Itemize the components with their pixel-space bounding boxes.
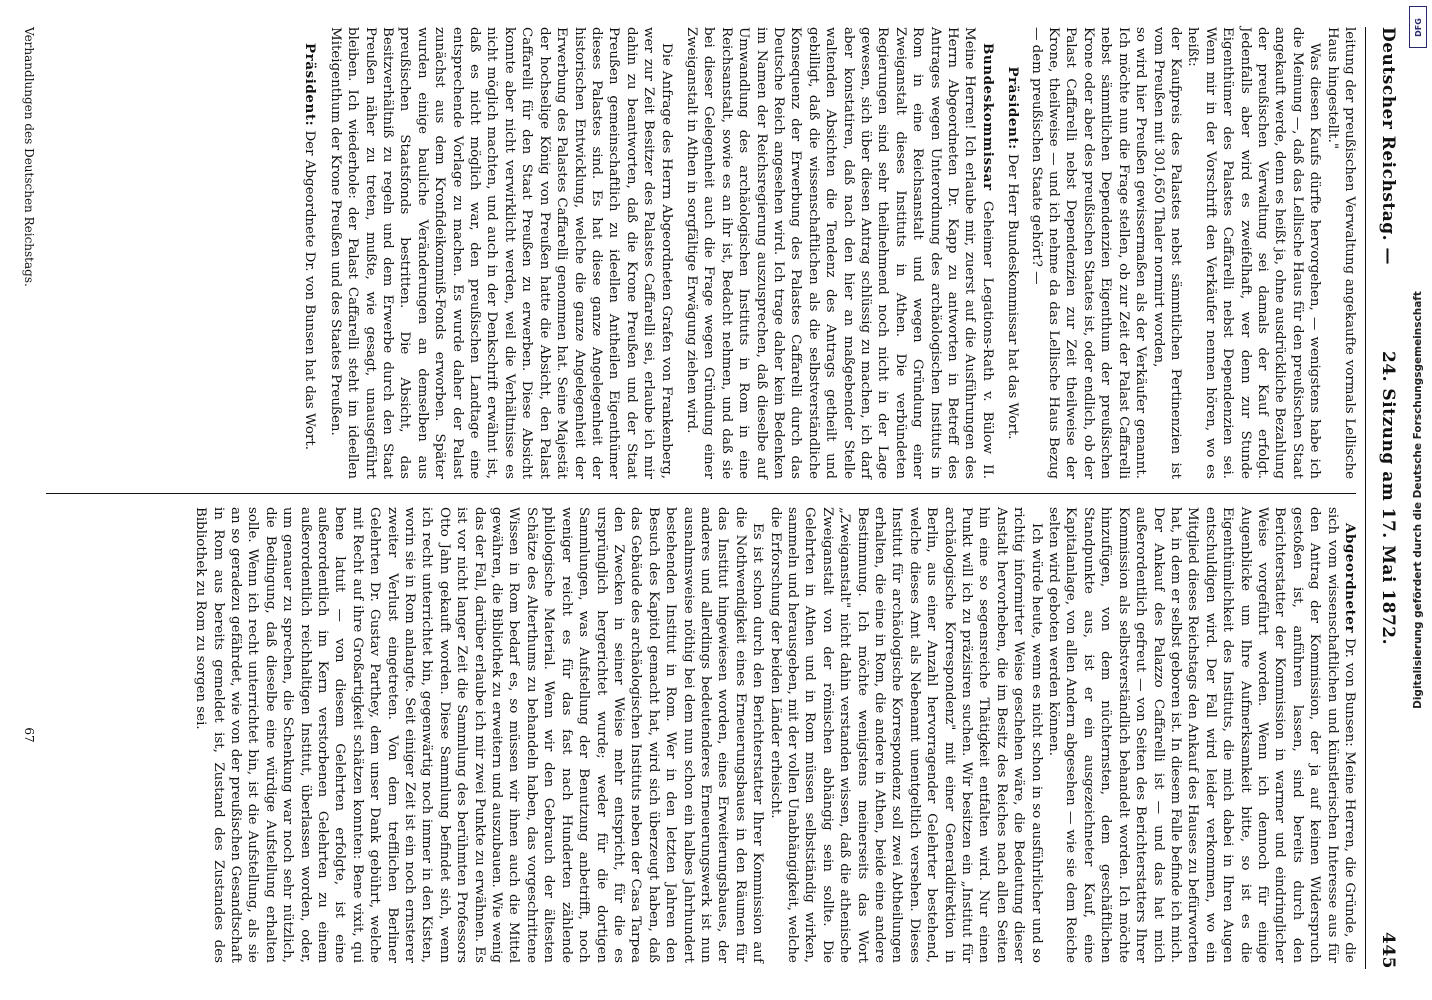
header-left: Deutscher Reichstag. — [1378, 27, 1398, 266]
paragraph: Abgeordneter Dr. von Bunsen: Meine Herren, die Gründe, die sich vom wissenschaftlichen und künstlerischen Interesse aus für den Antrag der Kommission, der ja auf keinen Widerspruch gestoßen ist, anführen lassen, sind bereits durch den Berichterstatter der Kommission in warmer und eindringlicher Weise vorgeführt worden. Wenn ich dennoch für einige Augenblicke um Ihre Aufmerksamkeit bitte, so ist es die Eigenthümlichkeit des Instituts, die mich dabei in Ihren Augen entschuldigen wird. Der Fall wird leider verkommen, wo ein Mitglied dieses Reichstags den Ankauf des Hauses zu befürworten hat, in dem er selbst geboren ist. In diesem Falle befinde ich mich. Der Ankauf des Palazzo Caffarelli ist — und das hat mich außerordentlich gefreut — von Seiten des Berichterstatters Ihrer Kommission als selbstverständlich behandelt worden. Ich möchte hinzufügen, von dem nüchternsten, dem geschäftlichen Standpunkte aus, ist er ein ausgezeichneter Kauf, eine Kapitalanlage, von allen Andern abgesehen — wie sie dem Reiche selten wird geboten werden können. [1046, 507, 1358, 963]
header-title: 24. Sitzung am 17. Mai 1872. [1378, 350, 1398, 646]
scanned-page [16, 7, 1416, 993]
paragraph: Was diesen Kaufs dürfte hervorgehen, — wenigstens habe ich die Meinung —, daß das Lellische Haus für den preußischen Staat angekauft werde, denn es heißt ja, ohne ausdrückliche Bezahlung der preußischen Verwaltung sei damals der Kauf erfolgt. Jedenfalls aber wird es zweifelhaft, wer denn zur Stunde Eigenthümer des Palastes Caffarelli nebst Dependenzien sei. Wenn mir in der Vorschrift den Verkäufer nennen hören, wo es heißt: [1185, 27, 1323, 479]
speaker-label: Präsident: [302, 43, 319, 127]
column-divider [46, 493, 1356, 494]
paragraph: Bundeskommissar Geheimer Legations-Rath v. Bülow II. Meine Herren! Ich erlaube mir, zuerst auf die Ausführungen des Herrn Abgeordneten Dr. Kapp zu antworten in Betreff des Antrages wegen Unterordnung des archäologischen Instituts in Rom in eine Reichsanstalt und wegen Gründung einer Zweiganstalt dieses Instituts in Athen. Die verbündeten Regierungen sind sehr theilnehmend noch nicht in der Lage gewesen, sich über diesen Antrag schlüssig zu machen, ich darf aber konstatiren, daß nach den hier an maßgebender Stelle waltenden Absichten die Tendenz des Antrags getheilt und gebilligt, daß die wissenschaftlichen als die selbstverständliche Konsequenz der Erwerbung des Palastes Caffarelli durch das Deutsche Reich angesehen wird. Ich trage daher kein Bedenken im Namen der Reichsregierung auszusprechen, daß dieselbe auf Umwandlung des archäologischen Instituts in Rom in eine Reichsanstalt, sowie es an ihr ist, Bedacht nehmen, und daß sie bei dieser Gelegenheit auch die Frage wegen Gründung einer Zweiganstalt in Athen in sorgfältige Erwägung ziehen wird. [683, 27, 996, 479]
left-footer: Verhandlungen des Deutschen Reichstags. [22, 27, 36, 287]
page-number: 445 [1378, 932, 1398, 969]
dfg-sidebar [1404, 0, 1432, 1000]
page-footer-number: 67 [22, 727, 36, 743]
paragraph: Es ist schon durch den Berichterstatter Ihrer Kommission auf die Nothwendigkeit eines Erneuerungsbaues in den Räumen für das Institut hingewiesen worden, eines Erweiterungsbaues, der anderes und allerdings bedeutenderes Erneuerungswerk ist nun ausnahmsweise nöthig bei dem nun schon ein halbes Jahrhundert bestehenden Institut in Rom. Wer in den letzten Jahren den Besuch des Kapitol gemacht hat, wird sich überzeugt haben, daß das Gebäude des archäologischen Instituts neben der Casa Tarpea den Zwecken in seiner Weise mehr entspricht, für die es ursprünglich hergerichtet wurde; weder für die dortigen Sammlungen, was Aufstellung der Benutzung anbetrifft, noch weniger reicht es für das fast nach Hunderten zählende philologische Material. Wenn wir den Gebrauch der ältesten Schätze des Alterthums zu behandeln haben, das vorgeschrittene Wissen in Rom bedarf es, so müssen wir ihnen auch die Mittel gewähren, die Bibliothek zu erweitern und auszubauen. Wie wenig das der Fall, darüber erlaube ich mir zwei Punkte zu erwähnen. Es ist vor nicht langer Zeit die Sammlung des berühmten Professors Otto Jahn gekauft worden. Diese Sammlung befindet sich, wenn ich recht unterrichtet bin, gegenwärtig noch immer in den Kisten, worin sie in Rom anlangte. Seit einiger Zeit ist ein noch ernsterer zweiter Verlust eingetreten. Von dem trefflichen Berliner Gelehrten Dr. Gustav Parthey, dem unser Dank gebührt, welche mit Recht auf ihre Großartigkeit schätzen konnten: Bene vixit, qui bene latuit — von diesem Gelehrten erfolgte, ist eine außerordentlich im Kern verstorbenen Gelehrten zu einem außerordentlich reichhaltigen Institut, überlassen worden, oder, um genauer zu sprechen, die Schenkung war noch sehr nützlich, die Bedingung, daß dieselbe eine würdige Aufstellung erhalten solle. Wenn ich recht unterrichtet bin, ist die Aufstellung, als sie an so geradezu gefährdet, wie von der preußischen Gesandtschaft in Rom aus bereits gemeldet ist, Zustand des Zustandes des Bibliothek zu Rom zu sorgen sei. [193, 507, 766, 963]
speaker-label: Bundeskommissar [979, 43, 996, 191]
speaker-label: Präsident: [1005, 66, 1022, 150]
paragraph: der Kaufpreis des Palastes nebst sämmtlichen Pertinenzien ist vom Preußen mit 301,650 Thaler normirt worden, [1150, 27, 1183, 479]
dfg-logo: DFG [1409, 6, 1427, 48]
paragraph: leitung der preußischen Verwaltung angekaufte vormals Lellische Haus hingestellt." [1324, 27, 1357, 479]
page-header [1368, 27, 1398, 969]
paragraph: Präsident: Der Herr Bundeskommissar hat das Wort. [1005, 66, 1022, 440]
right-column [192, 507, 1358, 963]
paragraph: Ich würde heute, wenn es nicht schon in so ausführlicher und so richtig informirter Weise geschehen wäre, die Bedeutung dieser Anstalt hervorheben, die im Besitz des Reiches nach allen Seiten hin eine so segensreiche Thätigkeit entfalten wird. Nur einen Punkt will ich zu präzisiren suchen. Wir besitzen ein „Institut für archäologische Korrespondenz" mit einer Generaldirektion in Berlin, aus einer Anzahl hervorragender Gelehrter bestehend, welche dieses Amt als Nebenamt unentgeltlich versehen. Dieses Institut für archäologische Korrespondenz soll zwei Abtheilungen erhalten, die eine in Rom, die andere in Athen, beide eine andere Bestimmung. Ich möchte wenigstens meinerseits das Wort „Zweiganstalt" nicht dahin verstanden wissen, daß die athenische Zweiganstalt von der römischen abhängig sein sollte. Die Gelehrten in Athen und in Rom müssen selbstständig wirken, sammeln und herausgeben, mit der vollen Unabhängigkeit, welche die Erforschung der beiden Länder erheischt. [767, 507, 1044, 963]
header-rule [1365, 27, 1366, 969]
speaker-label: Abgeordneter [1342, 523, 1358, 634]
dfg-credit-text: Digitalisierung gefördert durch die Deutsche Forschungsgemeinschaft [1412, 291, 1424, 709]
paragraph: Die Anfrage des Herrn Abgeordneten Grafen von Frankenberg, wer zur Zeit Besitzer des Palastes Caffarelli sei, erlaube ich mir dahin zu beantworten, daß die Krone Preußen und der Staat Preußen gemeinschaftlich zu ideellen Antheilen Eigenthümer dieses Palastes sind. Es hat diese ganze Angelegenheit der historischen Entwicklung, welche die ganze Angelegenheit der Erwerbung des Palastes Caffarelli genommen hat. Seine Majestät der hochselige König von Preußen hatte die Absicht, den Palast Caffarelli für den Staat Preußen zu erwerben. Diese Absicht konnte aber nicht verwirklicht werden, weil die Verhältnisse es nicht möglich machten, und auch in der Denkschrift erwähnt ist, daß es nicht möglich war, den preußischen Landtage eine entsprechende Vorlage zu machen. Es wurde daher der Palast zunächst aus dem Kronfideikommiß-Fonds erworben. Später wurden einige bauliche Veränderungen an demselben aus preußischen Staatsfonds bestritten. Die Absicht, das Besitzverhältniß zu regeln und dem Erwerbe durch den Staat Preußen näher zu treten, mußte, wie gesagt, unausgeführt bleiben. Ich wiederhole: der Palast Caffarelli steht im ideellen Miteigenthum der Krone Preußen und des Staates Preußen. [327, 27, 674, 479]
paragraph: so wird hier Preußen gewissermaßen als der Verkäufer genannt. Ich möchte nun die Frage stellen, ob zur Zeit der Palast Caffarelli nebst sämmtlichen Dependenzien Eigenthum der preußischen Krone oder aber des preußischen Staates ist, oder endlich, ob der Palast Caffarelli nebst Dependenzien zur Zeit theilweise der Krone, theilweise — und ich nehme da das Lellische Haus Bezug — dem preußischen Staate gehört? — [1028, 27, 1149, 479]
paragraph: Präsident: Der Abgeordnete Dr. von Bunsen hat das Wort. [302, 43, 319, 450]
left-column [301, 27, 1358, 479]
